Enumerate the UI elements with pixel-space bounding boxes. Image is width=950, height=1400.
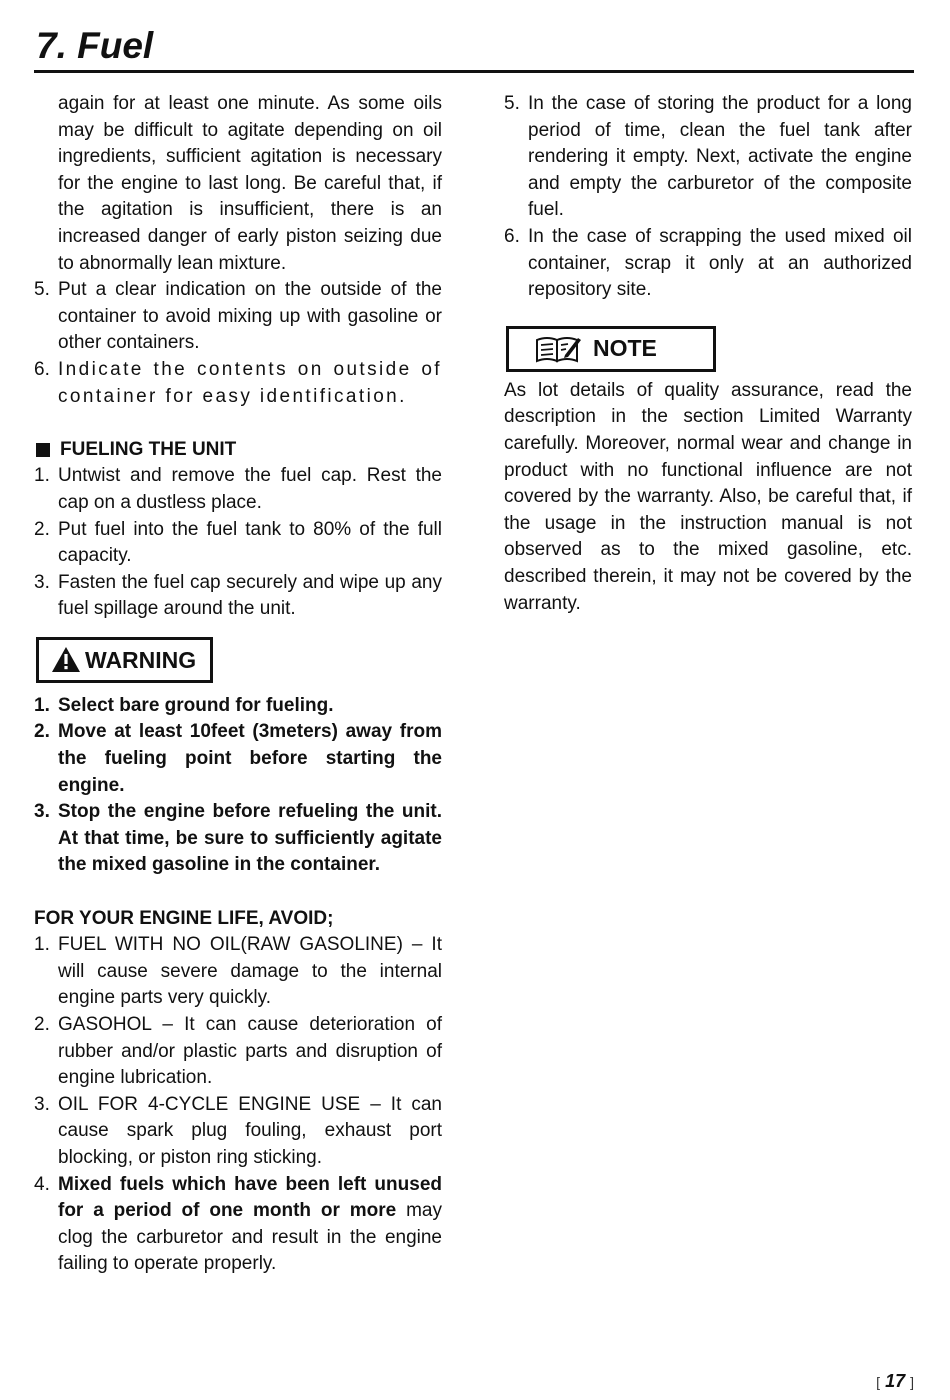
item-text: GASOHOL – It can cause deterioration of rubber and/or plastic parts and disruption of engine lubrication. xyxy=(58,1014,442,1089)
list-item xyxy=(34,1012,442,1092)
title-rule xyxy=(34,70,914,73)
item-text: Stop the engine before refueling the unit. At that time, be sure to sufficiently agitate the mixed gasoline in the container. xyxy=(58,801,442,876)
square-bullet-icon xyxy=(36,443,50,457)
item-text: Put fuel into the fuel tank to 80% of the full capacity. xyxy=(58,518,442,567)
warning-label: WARNING xyxy=(85,646,197,673)
note-label: NOTE xyxy=(593,335,657,362)
warning-item xyxy=(34,799,442,879)
item-text: Put a clear indication on the outside of the container to avoid mixing up with gasoline or other containers. xyxy=(58,279,442,354)
warning-item xyxy=(34,719,442,799)
item-text: Untwist and remove the fuel cap. Rest the cap on a dustless place. xyxy=(58,465,442,513)
item-text: In the case of storing the product for a long period of time, clean the fuel tank after rendering it empty. Next, activate the engine and empty the carburetor of the composite fuel. xyxy=(528,93,912,221)
item-number: 5. xyxy=(34,279,50,301)
note-box xyxy=(506,326,716,372)
item-number: 6. xyxy=(504,225,520,247)
item-text: In the case of scrapping the used mixed oil container, scrap it only at an authorized repository site. xyxy=(528,225,912,301)
item-number: 1. xyxy=(34,934,50,956)
list-item xyxy=(34,277,442,357)
warning-item xyxy=(34,693,442,720)
list-item xyxy=(34,1092,442,1172)
item-text: FUEL WITH NO OIL(RAW GASOLINE) – It will cause severe damage to the internal engine parts very quickly. xyxy=(58,934,442,1009)
item-number: 2. xyxy=(34,518,50,540)
page-number: [ 17 ] xyxy=(876,1371,914,1391)
left-column xyxy=(34,91,442,1278)
list-item xyxy=(504,91,912,224)
right-column xyxy=(504,91,912,617)
item-number: 4. xyxy=(34,1173,50,1195)
section-heading-text: FUELING THE UNIT xyxy=(60,438,237,460)
item-number: 3. xyxy=(34,1093,50,1115)
item-bold-text: Mixed fuels which have been left unused for a period of one month or more xyxy=(58,1173,442,1222)
item-number: 5. xyxy=(504,93,520,114)
list-item xyxy=(34,570,442,623)
list-item xyxy=(34,932,442,1012)
item-number: 1. xyxy=(34,694,50,716)
item-text: Indicate the contents on outside of container for easy identification. xyxy=(58,358,442,407)
item-text: Select bare ground for fueling. xyxy=(58,694,334,716)
item-text: Fasten the fuel cap securely and wipe up any fuel spillage around the unit. xyxy=(58,571,442,620)
list-item xyxy=(34,517,442,570)
item-number: 6. xyxy=(34,358,50,380)
note-paragraph: As lot details of quality assurance, read the description in the section Limited Warranty carefully. Moreover, normal wear and change in product with no functional influence are not covered by the warranty. Also, be careful that, if the usage in the instruction manual is not observed as to the mixed gasoline, etc. described therein, it may not be covered by the warranty. xyxy=(504,379,912,614)
item-text: OIL FOR 4-CYCLE ENGINE USE – It can cause spark plug fouling, exhaust port blocking, or piston ring sticking. xyxy=(58,1093,442,1168)
list-item xyxy=(34,357,442,410)
warning-box xyxy=(36,637,213,683)
item-rest-text: may clog the carburetor and result in the engine failing to operate properly. xyxy=(58,1200,442,1275)
page-number-value: 17 xyxy=(885,1371,906,1391)
item-number: 2. xyxy=(34,721,50,743)
continued-paragraph: again for at least one minute. As some oils may be difficult to agitate depending on oil ingredients, sufficient agitation is necessary for the engine to last long. Be careful that, if the agitation is insufficient, there is an increased danger of early piston seizing due to abnormally lean mixture. xyxy=(58,93,442,274)
list-item xyxy=(34,463,442,516)
item-text: Move at least 10feet (3meters) away from the fueling point before starting the engine. xyxy=(58,721,442,796)
book-pencil-icon xyxy=(535,335,581,363)
section-heading-fueling xyxy=(34,437,442,464)
list-item xyxy=(34,1172,442,1278)
item-number: 2. xyxy=(34,1014,50,1035)
warning-triangle-icon xyxy=(51,646,81,673)
item-number: 1. xyxy=(34,465,50,487)
item-text xyxy=(58,1172,442,1278)
list-item xyxy=(504,224,912,304)
avoid-heading: FOR YOUR ENGINE LIFE, AVOID; xyxy=(34,907,334,929)
item-number: 3. xyxy=(34,571,50,593)
item-number: 3. xyxy=(34,801,50,823)
page-title: 7. Fuel xyxy=(36,25,154,66)
